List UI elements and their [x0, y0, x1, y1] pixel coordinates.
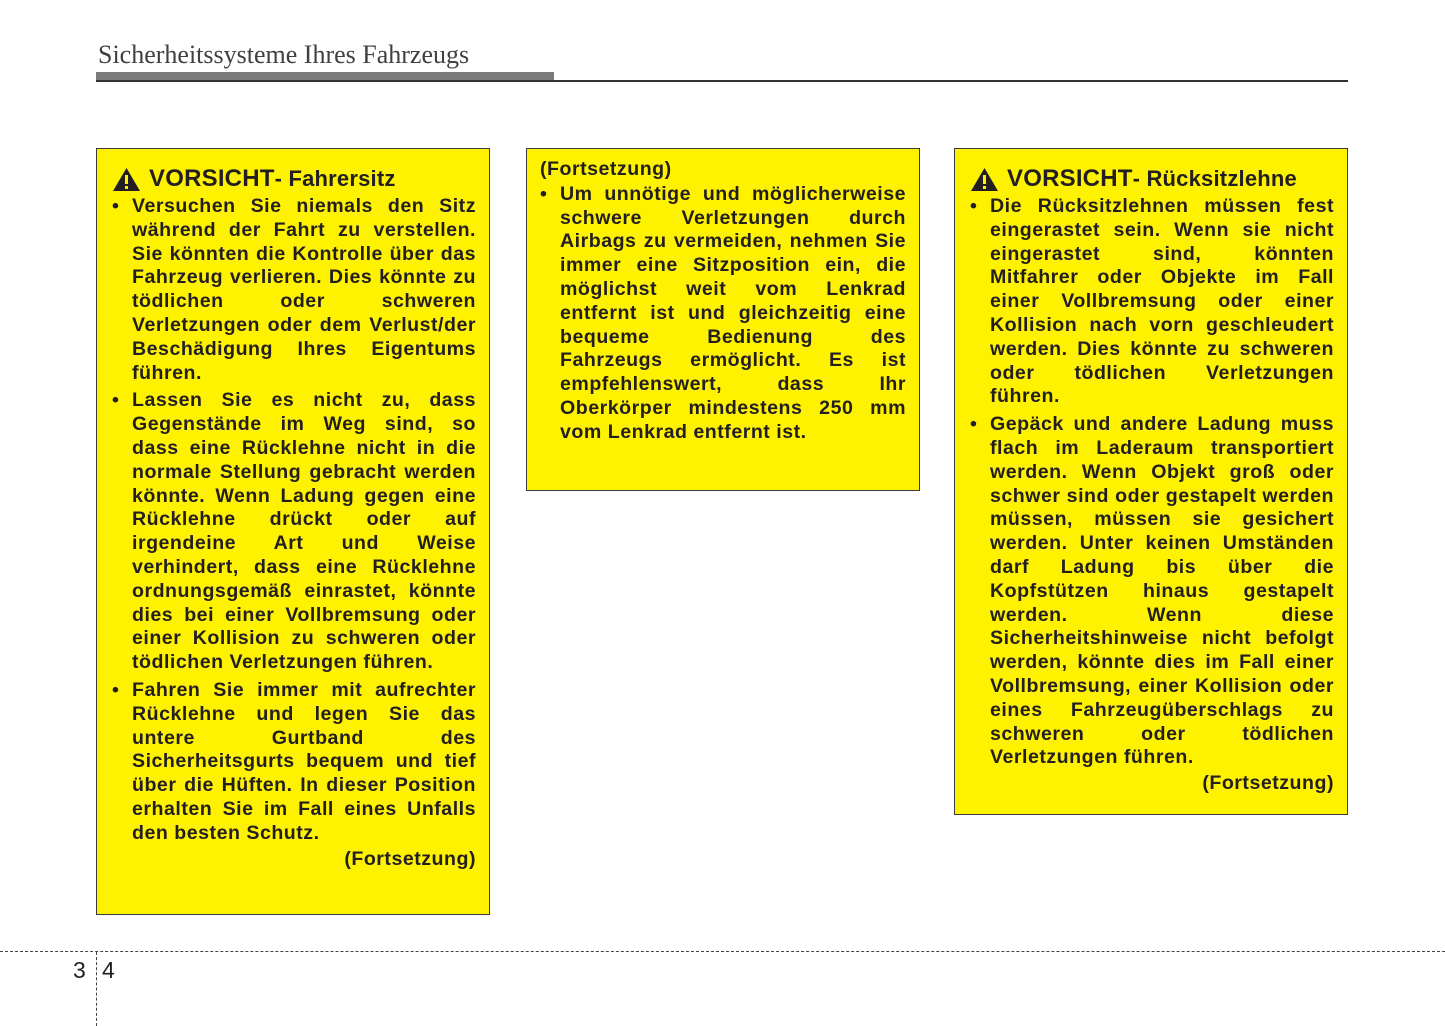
caution-list [112, 195, 476, 846]
list-item-text: Die Rücksitzlehnen müssen fest eingerastet sein. Wenn sie nicht eingerastet sind, könnten Mitfahrer oder Objekte im Fall einer Vollbremsung oder einer Kollision nach vorn geschleudert werden. Dies könnte zu schweren oder tödlichen Verletzungen führen. [990, 195, 1334, 408]
caution-list [970, 195, 1334, 770]
page-header-title: Sicherheitssysteme Ihres Fahrzeugs [98, 40, 470, 69]
bullet: • [112, 195, 120, 217]
footer-divider [0, 951, 1445, 952]
caution-heading [970, 165, 1334, 193]
caution-topic: - Rücksitzlehne [1132, 166, 1297, 191]
continued-note: (Fortsetzung) [1202, 772, 1334, 795]
warning-triangle-icon [970, 167, 999, 192]
bullet: • [970, 195, 978, 217]
warning-triangle-icon [112, 167, 141, 192]
bullet: • [112, 389, 120, 412]
footer-vertical-divider [96, 952, 97, 1026]
caution-box-rear-seatback [954, 148, 1348, 815]
list-item [112, 679, 476, 846]
list-item-text: Um unnötige und möglicherweise schwere Verletzungen durch Airbags zu vermeiden, nehmen Sie immer eine Sitzposition ein, die möglichst weit vom Lenkrad entfernt ist und gleichzeitig eine bequeme Bedienung des Fahrzeugs ermöglicht. Es ist empfehlenswert, dass Ihr Oberkörper mindestens 250 mm vom Lenkrad entfernt ist. [560, 182, 906, 443]
list-item [112, 195, 476, 385]
list-item-text: Lassen Sie es nicht zu, dass Gegenstände im Weg sind, so dass eine Rücklehne nicht in die normale Stellung gebracht werden könnte. Wenn Ladung gegen eine Rücklehne drückt oder auf irgendeine Art und Weise verhindert, dass eine Rücklehne ordnungsgemäß einrastet, könnte dies bei einer Vollbremsung oder einer Kollision zu schweren oder tödlichen Verletzungen führen. [132, 389, 476, 674]
list-item [970, 413, 1334, 770]
list-item-text: Versuchen Sie niemals den Sitz während der Fahrt zu verstellen. Sie könnten die Kontrolle über das Fahrzeug verlieren. Dies könnte zu tödlichen oder schweren Verletzungen oder dem Verlust/der Beschädigung Ihres Eigentums führen. [132, 195, 476, 384]
continued-note: (Fortsetzung) [540, 158, 672, 180]
caution-box-continuation [526, 148, 920, 491]
list-item [540, 183, 906, 445]
chapter-number: 3 [73, 957, 86, 983]
caution-list [540, 183, 906, 445]
list-item-text: Gepäck und andere Ladung muss flach im Laderaum transportiert werden. Wenn Objekt groß oder schwer sind oder gestapelt werden müssen, müssen sie gesichert werden. Unter keinen Umständen darf Ladung bis über die Kopfstützen hinaus gestapelt werden. Wenn diese Sicherheitshinweise nicht befolgt werden, könnte dies im Fall einer Vollbremsung, einer Kollision oder eines Fahrzeugüberschlags zu schweren oder tödlichen Verletzungen führen. [990, 413, 1334, 769]
caution-box-driver-seat [96, 148, 490, 915]
list-item [112, 389, 476, 675]
caution-topic: - Fahrersitz [274, 166, 396, 191]
continued-note: (Fortsetzung) [344, 847, 476, 870]
caution-label: VORSICHT [1007, 165, 1133, 192]
page-number: 4 [102, 957, 115, 983]
bullet: • [112, 678, 120, 701]
bullet: • [970, 413, 978, 436]
caution-label: VORSICHT [149, 165, 275, 192]
list-item [970, 195, 1334, 409]
list-item-text: Fahren Sie immer mit aufrechter Rücklehne und legen Sie das untere Gurtband des Sicherheitsgurts bequem und tief über die Hüften. In dieser Position erhalten Sie im Fall eines Unfalls den besten Schutz. [132, 678, 476, 844]
header-rule [96, 80, 1348, 82]
caution-heading [112, 165, 476, 193]
bullet: • [540, 182, 548, 205]
